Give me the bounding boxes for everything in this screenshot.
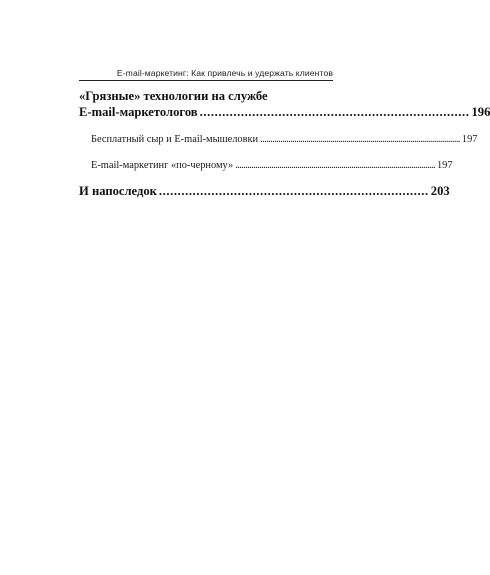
dot-leader: ....................................................................................................	[235, 160, 435, 171]
toc-entry-section-black-marketing	[79, 159, 453, 173]
toc-page-number: 203	[430, 184, 450, 198]
toc-chapter-title: И напоследок	[79, 184, 157, 198]
toc-entry-chapter-dirty-technologies	[79, 104, 490, 120]
table-of-contents	[79, 88, 490, 199]
toc-section-title: E-mail-маркетинг «по-черному»	[91, 160, 234, 171]
toc-page-number: 197	[436, 160, 453, 171]
toc-entry-chapter-finally	[79, 183, 450, 199]
toc-chapter-title-line2: E-mail-маркетологов	[79, 105, 198, 119]
toc-page-number: 197	[461, 134, 478, 145]
dot-leader: ........................................................................	[158, 184, 429, 198]
toc-entry-section-free-cheese	[79, 133, 478, 147]
toc-page-number: 196	[471, 105, 490, 119]
toc-section-title: Бесплатный сыр и E-mail-мышеловки	[91, 134, 259, 145]
header-rule	[79, 80, 333, 81]
dot-leader: ....................................................................................................	[260, 134, 460, 145]
running-header: E-mail-маркетинг: Как привлечь и удержать клиентов	[116, 68, 333, 78]
toc-chapter-title-line1: «Грязные» технологии на службе	[79, 89, 268, 103]
dot-leader: ........................................................................	[199, 105, 470, 119]
